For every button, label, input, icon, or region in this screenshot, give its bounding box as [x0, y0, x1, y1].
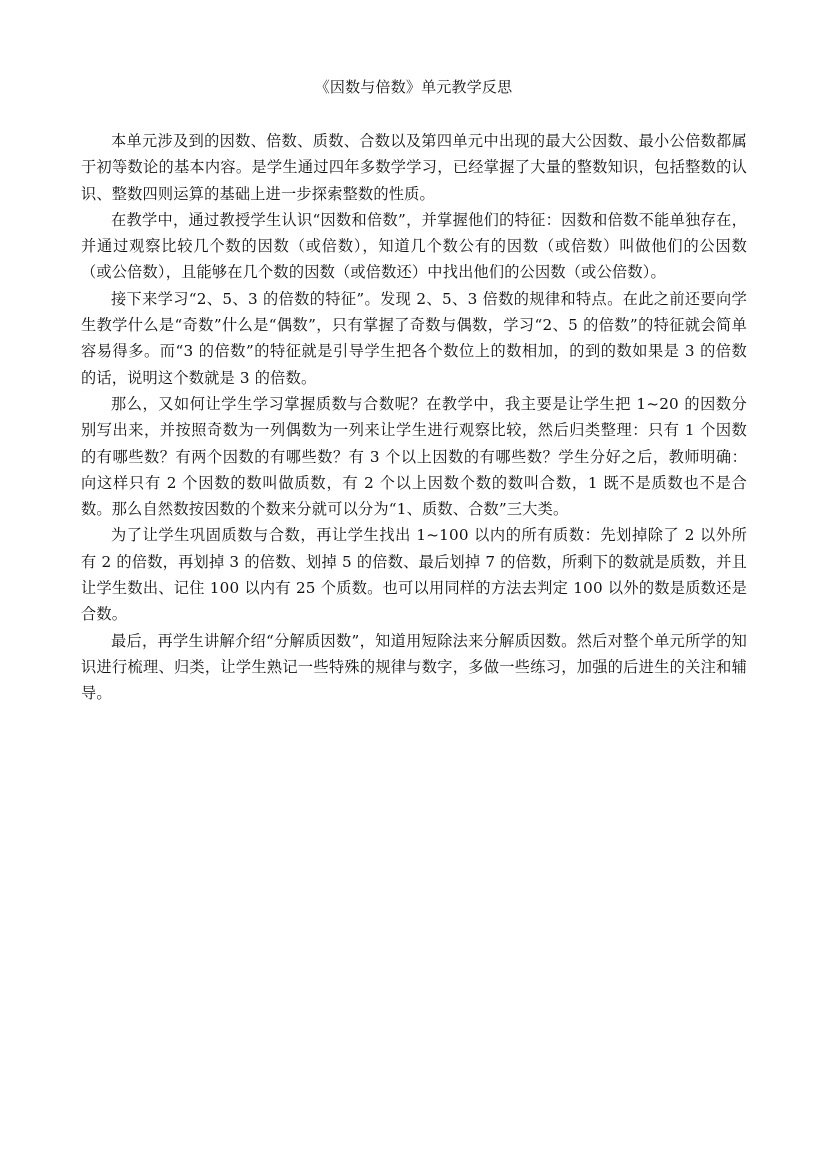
paragraph-2: 在教学中，通过教授学生认识“因数和倍数”，并掌握他们的特征：因数和倍数不能单独存在，并通过观察比较几个数的因数（或倍数），知道几个数公有的因数（或倍数）叫做他们的公因数（或公倍数），且能够在几个数的因数（或倍数还）中找出他们的公因数（或公倍数）。	[81, 210, 747, 282]
document-title: 《因数与倍数》单元教学反思	[314, 78, 513, 96]
paragraph-5: 为了让学生巩固质数与合数，再让学生找出 1~100 以内的所有质数：先划掉除了 2 以外所有 2 的倍数，再划掉 3 的倍数、划掉 5 的倍数、最后划掉 7 的倍数，所剩下的数就是质数，并且让学生数出、记住 100 以内有 25 个质数。也可以用同样的方法去判定 100 以外的数是质数还是合数。	[81, 526, 747, 624]
paragraph-4: 那么，又如何让学生学习掌握质数与合数呢？在教学中，我主要是让学生把 1~20 的因数分别写出来，并按照奇数为一列偶数为一列来让学生进行观察比较，然后归类整理：只有 1 个因数的有哪些数？有两个因数的有哪些数？有 3 个以上因数的有哪些数？学生分好之后，教师明确：向这样只有 2 个因数的数叫做质数，有 2 个以上因数个数的数叫合数，1 既不是质数也不是合数。那么自然数按因数的个数来分就可以分为“1、质数、合数”三大类。	[81, 394, 747, 519]
document-body	[81, 128, 747, 707]
paragraph-6: 最后，再学生讲解介绍“分解质因数”，知道用短除法来分解质因数。然后对整个单元所学的知识进行梳理、归类，让学生熟记一些特殊的规律与数字，多做一些练习，加强的后进生的关注和辅导。	[81, 631, 747, 703]
paragraph-1: 本单元涉及到的因数、倍数、质数、合数以及第四单元中出现的最大公因数、最小公倍数都属于初等数论的基本内容。是学生通过四年多数学学习，已经掌握了大量的整数知识，包括整数的认识、整数四则运算的基础上进一步探索整数的性质。	[81, 132, 747, 203]
paragraph-3: 接下来学习“2、5、3 的倍数的特征”。发现 2、5、3 倍数的规律和特点。在此之前还要向学生教学什么是“奇数”什么是“偶数”，只有掌握了奇数与偶数，学习“2、5 的倍数”的特征就会简单容易得多。而“3 的倍数”的特征就是引导学生把各个数位上的数相加，的到的数如果是 3 的倍数的话，说明这个数就是 3 的倍数。	[81, 289, 747, 387]
